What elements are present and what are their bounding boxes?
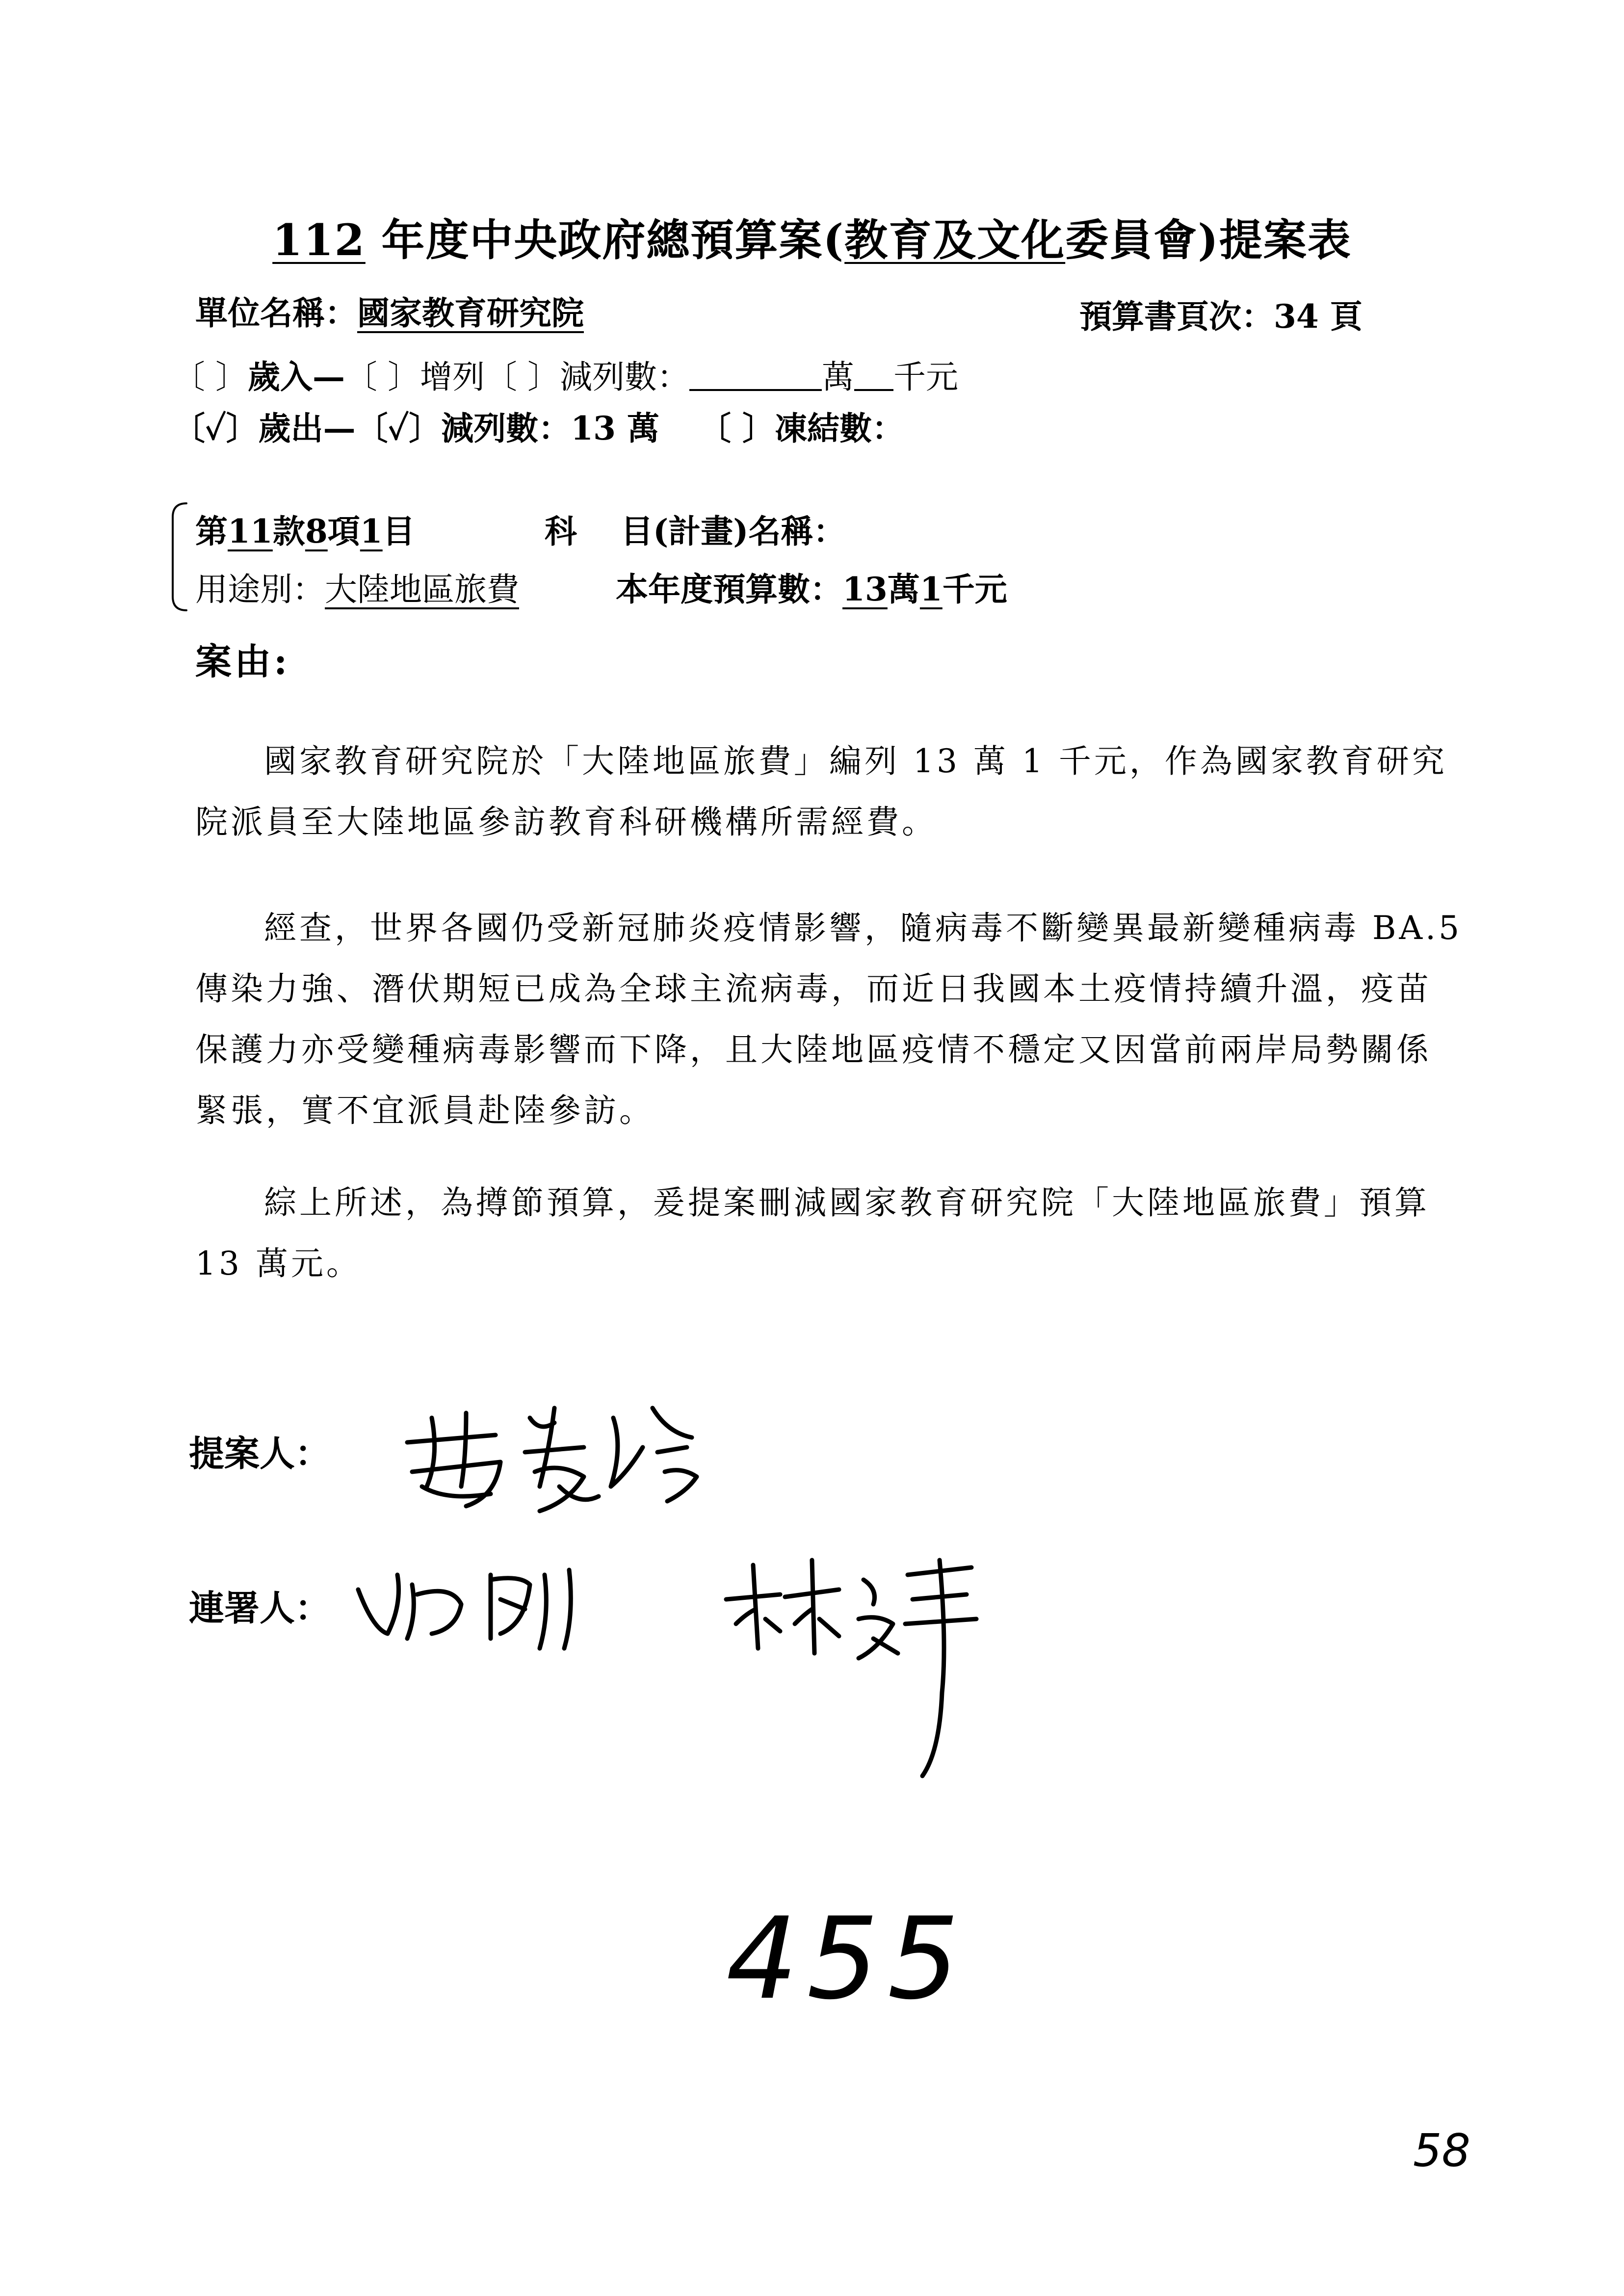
- unit-label: 單位名稱：: [195, 294, 357, 332]
- cosigner-signature-2: [716, 1545, 1011, 1800]
- title-text-post: )提案表: [1198, 214, 1352, 265]
- budget-qian-unit: 千元: [942, 570, 1007, 608]
- committee-name: 教育及文化: [844, 214, 1066, 265]
- revenue-line: [173, 351, 958, 397]
- unit-row: [195, 287, 603, 334]
- committee-suffix: 委員會: [1065, 214, 1198, 265]
- revenue-qian-unit: 千元: [893, 358, 958, 396]
- xiang-number: 8: [305, 512, 328, 550]
- expense-freeze: 〔 〕凍結數：: [698, 409, 904, 447]
- title-text-pre: 年度中央政府總預算案(: [365, 214, 845, 265]
- item-line: [195, 505, 415, 552]
- document-title: [0, 206, 1624, 268]
- revenue-wan-blank: [689, 364, 822, 391]
- reason-paragraph-3: 綜上所述，為撙節預算，爰提案刪減國家教育研究院「大陸地區旅費」預算 13 萬元。: [195, 1184, 1430, 1282]
- expense-checkbox: 〔✓〕: [173, 409, 259, 447]
- purpose-value: 大陸地區旅費: [325, 571, 519, 608]
- cosigner-signature-1: [343, 1555, 638, 1653]
- purpose-line: [195, 563, 519, 610]
- revenue-qian-blank: [854, 364, 893, 391]
- budget-label: 本年度預算數：: [616, 570, 842, 608]
- proposer-label: 提案人：: [189, 1433, 331, 1474]
- item-di: 第: [195, 512, 228, 550]
- subject-name-label: 科 目(計畫)名稱：: [545, 512, 846, 550]
- expense-label: 歲出—: [258, 409, 356, 447]
- item-bracket: [167, 500, 196, 613]
- handwritten-number: 455: [726, 1894, 968, 2025]
- proposer-signature: [393, 1388, 711, 1526]
- expense-line: [173, 402, 904, 449]
- expense-decrease: 〔✓〕減列數：13 萬: [355, 409, 659, 447]
- revenue-increase: 〔 〕增列: [344, 358, 485, 396]
- budget-wan-unit: 萬: [887, 570, 920, 608]
- page-number: 58: [1413, 2124, 1471, 2177]
- reason-paragraph-2: 經查，世界各國仍受新冠肺炎疫情影響，隨病毒不斷變異最新變種病毒 BA.5 傳染力強、潛伏期短已成為全球主流病毒，而近日我國本土疫情持續升溫，疫苗保護力亦受變種病毒影響而下降，且大陸地區疫情不穩定又因當前兩岸局勢關係緊張，實不宜派員赴陸參訪。: [195, 909, 1463, 1129]
- kuan-number: 11: [228, 512, 273, 550]
- reason-paragraph-1: 國家教育研究院於「大陸地區旅費」編列 13 萬 1 千元，作為國家教育研究院派員至大陸地區參訪教育科研機構所需經費。: [195, 742, 1447, 841]
- item-mu: 目: [382, 512, 415, 550]
- purpose-label: 用途別：: [195, 571, 325, 608]
- budget-qian-value: 1: [919, 570, 943, 608]
- reason-label: 案由:: [195, 641, 290, 683]
- item-kuan: 款: [272, 512, 305, 550]
- budget-page-ref: 預算書頁次：34 頁: [1079, 297, 1362, 336]
- revenue-decrease: 〔 〕減列數：: [484, 358, 689, 396]
- revenue-label: 歲入—: [247, 358, 345, 396]
- fiscal-year: 112: [272, 214, 366, 265]
- revenue-checkbox: 〔 〕: [173, 358, 248, 396]
- unit-name: 國家教育研究院: [357, 294, 584, 332]
- budget-wan-value: 13: [842, 570, 888, 608]
- cosigner-label: 連署人：: [189, 1587, 331, 1629]
- budget-amount-line: [616, 563, 1007, 610]
- revenue-wan-unit: 萬: [821, 358, 854, 396]
- item-xiang: 項: [327, 512, 360, 550]
- mu-number: 1: [360, 512, 383, 550]
